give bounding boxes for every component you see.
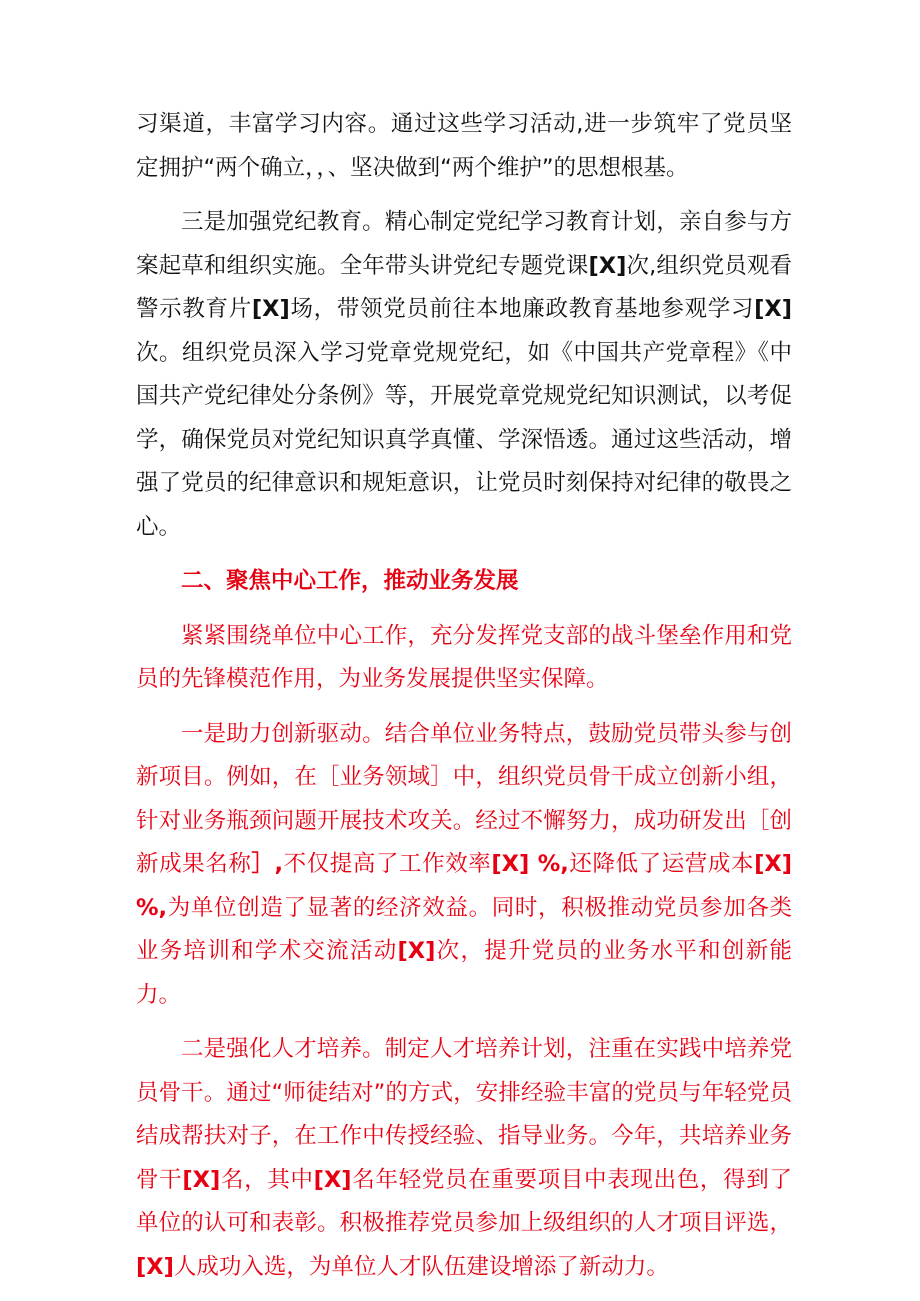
placeholder-value: [X] [754,296,792,322]
placeholder-value: [X] %, [136,851,792,921]
paragraph-intro [136,615,792,702]
placeholder-value: [X] [251,296,290,322]
paragraph-text: 不仅提高了工作效率 [283,851,492,877]
placeholder-value: [X] [397,938,436,964]
paragraph-text: 名，其中 [220,1166,314,1193]
paragraph-text: 二是强化人才培养。制定人才培养计划，注重在实践中培养党员骨干。通过“师徒结对”的方式，安排经验丰富的党员与年轻党员结成帮扶对子，在工作中传授经验、指导业务。今年，共培养业务骨干 [136,1036,792,1193]
paragraph-continued [136,103,792,190]
paragraph-text: 紧紧围绕单位中心工作，充分发挥党支部的战斗堡垒作用和党员的先锋模范作用，为业务发展提供坚实保障。 [136,622,792,692]
paragraph-text: 习渠道，丰富学习内容。通过这些学习活动,进一步筑牢了党员坚定拥护“两个确立，，、坚决做到“两个维护”的思想根基。 [136,111,792,181]
paragraph-party-discipline [136,201,792,549]
paragraph-text: 次,组织党员观看警示教育片 [136,252,792,322]
paragraph-text: 次。组织党员深入学习党章党规党纪，如《中国共产党章程》《中国共产党纪律处分条例》等，开展党章党规党纪知识测试，以考促学，确保党员对党纪知识真学真懂、学深悟透。通过这些活动，增强了党员的纪律意识和规矩意识，让党员时刻保持对纪律的敬畏之心。 [136,339,792,540]
paragraph-talent [136,1028,792,1289]
section-heading: 二、聚焦中心工作，推动业务发展 [181,568,519,594]
paragraph-text: 人成功入选，为单位人才队伍建设增添了新动力。 [173,1253,669,1280]
placeholder-value: [X] [136,1253,174,1280]
paragraph-text: 一是助力创新驱动。结合单位业务特点，鼓励党员带头参与创新项目。例如，在［业务领域］中，组织党员骨干成立创新小组，针对业务瓶颈问题开展技术攻关。经过不懈努力，成功研发出［创新成果名称 [136,720,792,877]
placeholder-value: ］, [251,851,284,877]
paragraph-text: 名年轻党员在重要项目中表现出色，得到了单位的认可和表彰。积极推荐党员参加上级组织的人才项目评选， [136,1166,792,1236]
paragraph-innovation [136,713,792,1018]
placeholder-value: [X] [588,252,627,279]
paragraph-text: 次，提升党员的业务水平和创新能力。 [136,938,792,1008]
document-body [136,103,792,1300]
placeholder-value: [X] %, [491,851,569,877]
placeholder-value: [X] [182,1166,221,1193]
paragraph-text: 三是加强党纪教育。精心制定党纪学习教育计划，亲自参与方案起草和组织实施。全年带头讲党纪专题党课 [136,209,792,279]
paragraph-text: 还降低了运营成本 [568,851,755,877]
paragraph-text: 场，带领党员前往本地廉政教育基地参观学习 [289,296,755,322]
placeholder-value: [X] [313,1166,352,1193]
paragraph-text: 为单位创造了显著的经济效益。同时，积极推动党员参加各类业务培训和学术交流活动 [136,894,792,964]
